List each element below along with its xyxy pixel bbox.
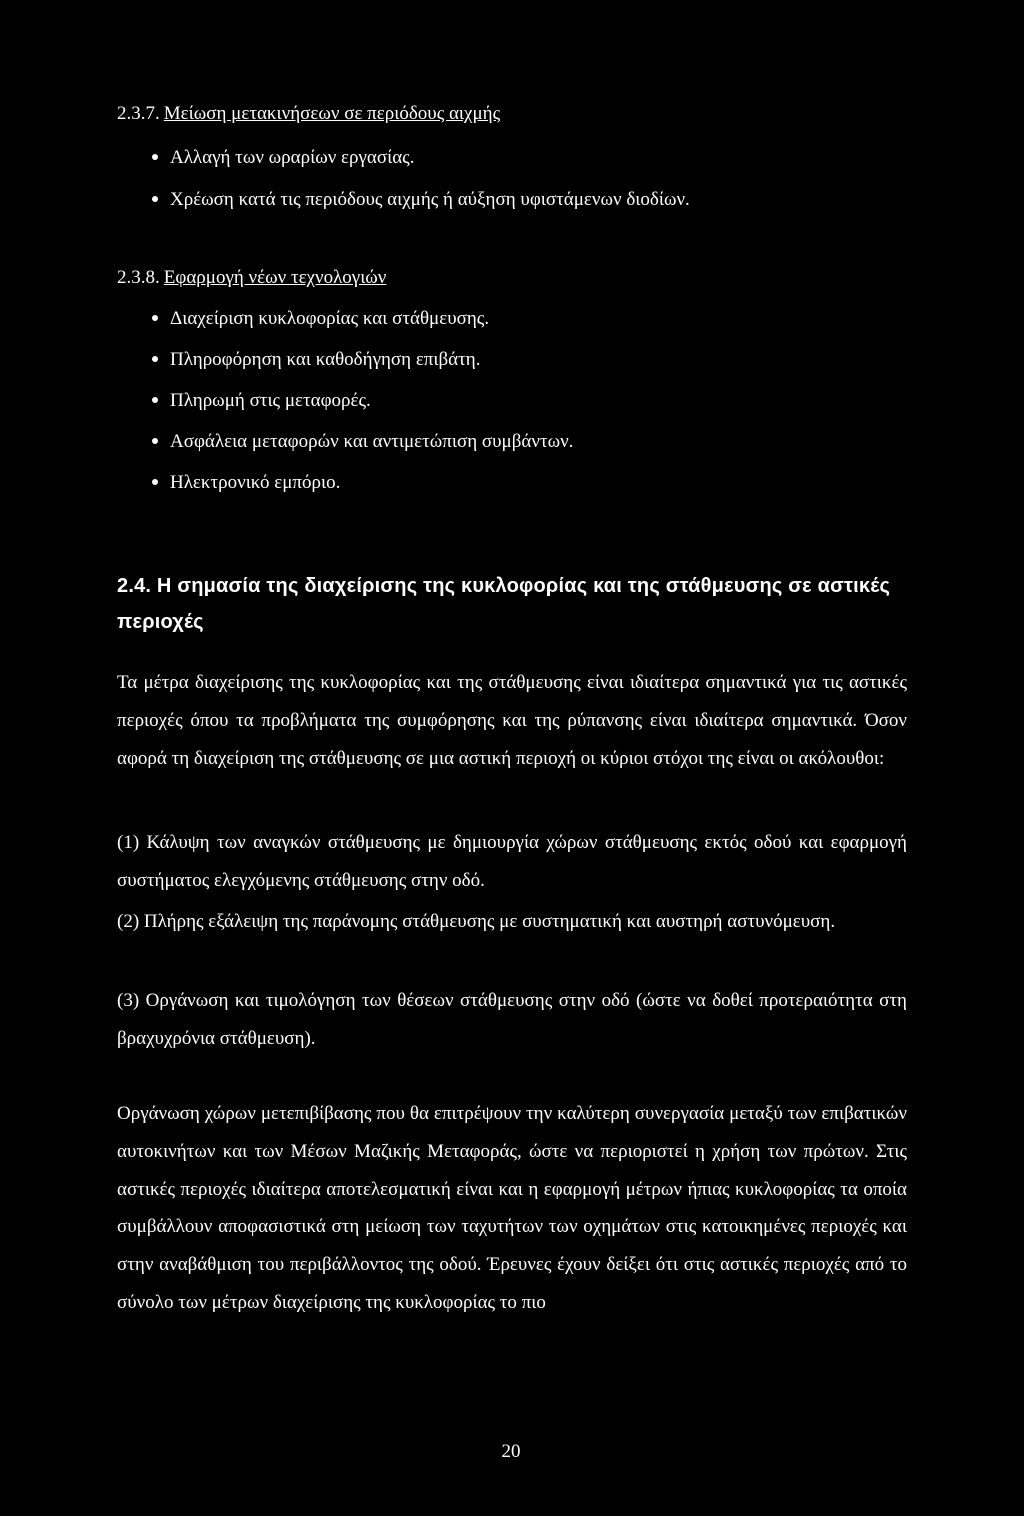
list-item (152, 389, 371, 413)
subsection-heading-237 (117, 102, 500, 126)
subsection-title: Εφαρμογή νέων τεχνολογιών (163, 267, 387, 288)
list-item-text: Ασφάλεια μεταφορών και αντιμετώπιση συμβάντων. (170, 431, 574, 452)
list-item-text: Πληρωμή στις μεταφορές. (170, 390, 371, 411)
list-item (152, 146, 414, 170)
subsection-title: Μείωση μετακινήσεων σε περιόδους αιχμής (163, 103, 501, 124)
page-number (0, 1440, 1024, 1464)
objective-item: (1) Κάλυψη των αναγκών στάθμευσης με δημιουργία χώρων στάθμευσης εκτός οδού και εφαρμογή συστήματος ελεγχόμενης στάθμευσης στην οδό. (117, 832, 907, 891)
bullet-icon (152, 479, 158, 485)
list-item (152, 188, 690, 212)
objective-item: (2) Πλήρης εξάλειψη της παράνομης στάθμευσης με συστηματική και αυστηρή αστυνόμευση. (117, 911, 836, 932)
subsection-heading-238 (117, 266, 386, 290)
list-item-text: Πληροφόρηση και καθοδήγηση επιβάτη. (170, 349, 481, 370)
bullet-icon (152, 154, 158, 160)
bullet-icon (152, 196, 158, 202)
list-item (152, 430, 573, 454)
paragraph-closing: Οργάνωση χώρων μετεπιβίβασης που θα επιτρέψουν την καλύτερη συνεργασία μεταξύ των επιβατικών αυτοκινήτων και των Μέσων Μαζικής Μεταφοράς, ώστε να περιοριστεί η χρήση των πρώτων. Στις αστικές περιοχές ιδιαίτερα αποτελεσματική είναι και η εφαρμογή μέτρων ήπιας κυκλοφορίας τα οποία συμβάλλουν αποφασιστικά στη μείωση των ταχυτήτων των οχημάτων στις κατοικημένες περιοχές και στην αναβάθμιση του περιβάλλοντος της οδού. Έρευνες έχουν δείξει ότι στις αστικές περιοχές από το σύνολο των μέτρων διαχείρισης της κυκλοφορίας το πιο (117, 1103, 907, 1313)
list-item-text: Χρέωση κατά τις περιόδους αιχμής ή αύξηση υφιστάμενων διοδίων. (170, 189, 690, 210)
objective-item: (3) Οργάνωση και τιμολόγηση των θέσεων στάθμευσης στην οδό (ώστε να δοθεί προτεραιότητα στη βραχυχρόνια στάθμευση). (117, 990, 907, 1049)
list-item-text: Ηλεκτρονικό εμπόριο. (170, 472, 341, 493)
section-heading: 2.4. Η σημασία της διαχείρισης της κυκλοφορίας και της στάθμευσης σε αστικές περιοχές (117, 575, 891, 633)
paragraph-intro: Τα μέτρα διαχείρισης της κυκλοφορίας και της στάθμευσης είναι ιδιαίτερα σημαντικά για τις αστικές περιοχές όπου τα προβλήματα της συμφόρησης και της ρύπανσης είναι ιδιαίτερα σημαντικά. Όσον αφορά τη διαχείριση της στάθμευσης σε μια αστική περιοχή οι κύριοι στόχοι της είναι οι ακόλουθοι: (117, 672, 907, 769)
bullet-icon (152, 315, 158, 321)
list-item-text: Αλλαγή των ωραρίων εργασίας. (170, 147, 415, 168)
list-item-text: Διαχείριση κυκλοφορίας και στάθμευσης. (170, 308, 490, 329)
bullet-icon (152, 397, 158, 403)
list-item (152, 348, 480, 372)
list-item (152, 307, 489, 331)
page-number-text: 20 (501, 1441, 521, 1462)
subsection-number: 2.3.7. (117, 103, 160, 124)
bullet-icon (152, 356, 158, 362)
list-item (152, 471, 340, 495)
subsection-number: 2.3.8. (117, 267, 160, 288)
bullet-icon (152, 438, 158, 444)
